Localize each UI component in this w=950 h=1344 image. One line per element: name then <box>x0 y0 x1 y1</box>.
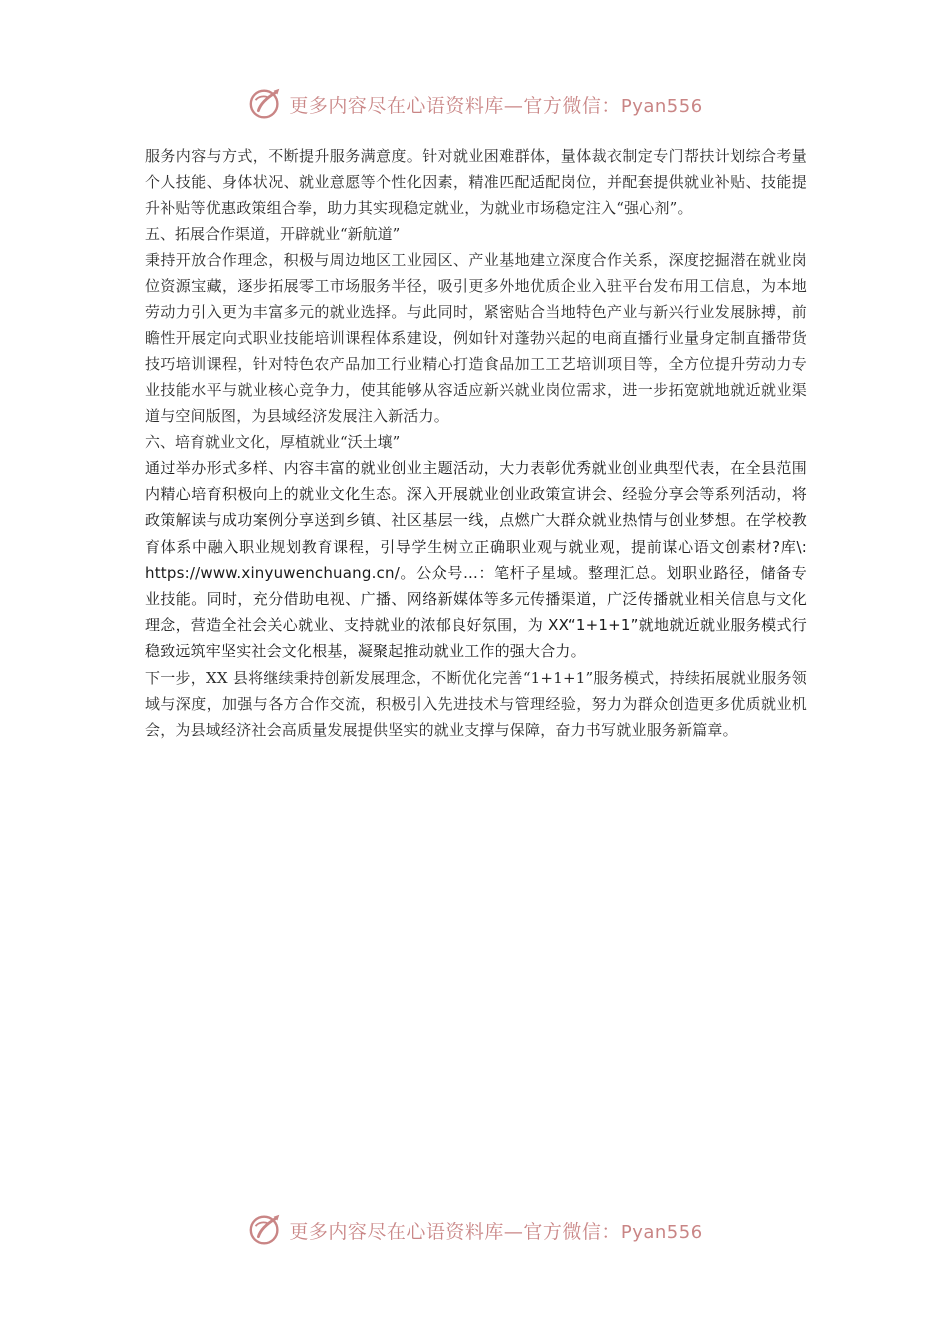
section-5-paragraph: 秉持开放合作理念，积极与周边地区工业园区、产业基地建立深度合作关系，深度挖掘潜在就业岗位资源宝藏，逐步拓展零工市场服务半径，吸引更多外地优质企业入驻平台发布用工信息，为本地劳动力引入更为丰富多元的就业选择。与此同时，紧密贴合当地特色产业与新兴行业发展脉搏，前瞻性开展定向式职业技能培训课程体系建设，例如针对蓬勃兴起的电商直播行业量身定制直播带货技巧培训课程，针对特色农产品加工行业精心打造食品加工工艺培训项目等，全方位提升劳动力专业技能水平与就业核心竞争力，使其能够从容适应新兴就业岗位需求，进一步拓宽就地就近就业渠道与空间版图，为县域经济发展注入新活力。 <box>145 251 807 425</box>
next-step-paragraph: 下一步，XX 县将继续秉持创新发展理念，不断优化完善“1+1+1”服务模式，持续拓展就业服务领域与深度，加强与各方合作交流，积极引入先进技术与管理经验，努力为群众创造更多优质就业机会，为县域经济社会高质量发展提供坚实的就业支撑与保障，奋力书写就业服务新篇章。 <box>145 668 807 739</box>
section-6-heading: 六、培育就业文化，厚植就业“沃土壤” <box>145 433 401 451</box>
section-5-heading: 五、拓展合作渠道，开辟就业“新航道” <box>145 225 401 243</box>
pen-logo-icon <box>247 1211 285 1249</box>
intro-paragraph: 服务内容与方式，不断提升服务满意度。针对就业困难群体，量体裁衣制定专门帮扶计划综合考量个人技能、身体状况、就业意愿等个性化因素，精准匹配适配岗位，并配套提供就业补贴、技能提升补贴等优惠政策组合拳，助力其实现稳定就业，为就业市场稳定注入“强心剂”。 <box>145 147 807 217</box>
section-6-paragraph: 通过举办形式多样、内容丰富的就业创业主题活动，大力表彰优秀就业创业典型代表，在全县范围内精心培育积极向上的就业文化生态。深入开展就业创业政策宣讲会、经验分享会等系列活动，将政策解读与成功案例分享送到乡镇、社区基层一线，点燃广大群众就业热情与创业梦想。在学校教育体系中融入职业规划教育课程，引导学生树立正确职业观与就业观，提前谋心语文创素材?库\: https://www.xinyuwenchuang.cn/。公众号...：笔杆子星域。整理汇总。划职业路径，储备专业技能。同时，充分借助电视、广播、网络新媒体等多元传播渠道，广泛传播就业相关信息与文化理念，营造全社会关心就业、支持就业的浓郁良好氛围，为 XX“1+1+1”就地就近就业服务模式行稳致远筑牢坚实社会文化根基，凝聚起推动就业工作的强大合力。 <box>145 459 807 661</box>
pen-logo-icon <box>247 85 285 123</box>
watermark-text: 更多内容尽在心语资料库—官方微信：Pyan556 <box>289 1220 703 1243</box>
document-body <box>145 143 807 743</box>
footer-watermark <box>0 1210 950 1250</box>
header-watermark <box>0 84 950 124</box>
watermark-text: 更多内容尽在心语资料库—官方微信：Pyan556 <box>289 94 703 117</box>
